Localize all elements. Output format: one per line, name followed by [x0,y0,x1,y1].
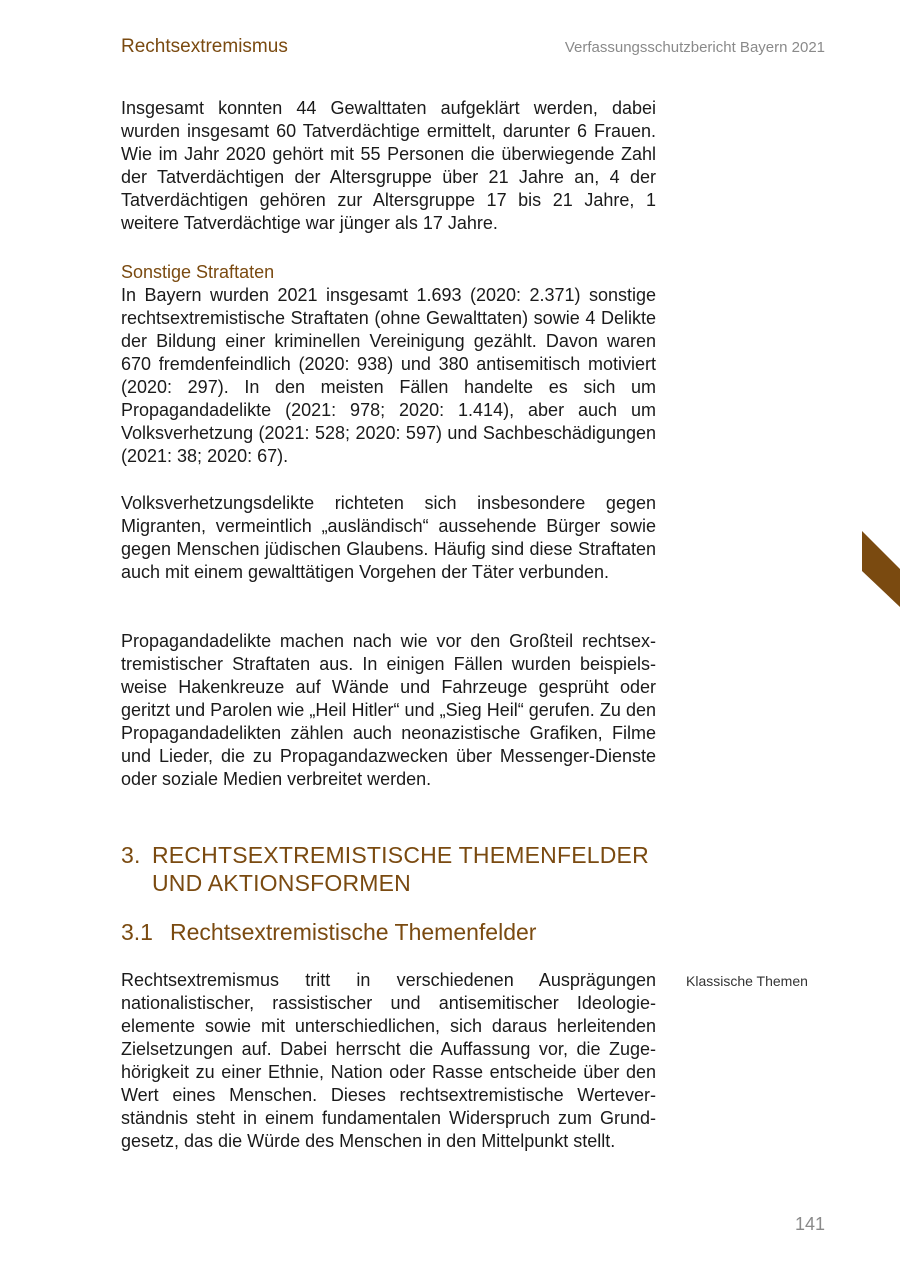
chapter-heading [121,841,681,897]
section-title: Rechtsextremistische Themenfelder [170,919,537,945]
running-header-section: Rechtsextremismus [121,36,288,57]
page-number: 141 [794,1214,825,1234]
paragraph-propagandadelikte [121,630,656,791]
tab-marker-shape [862,531,900,607]
chapter-title-line2: UND AKTIONSFORMEN [152,870,411,896]
paragraph-themenfelder [121,969,656,1153]
body-paragraph: Rechtsextremismus tritt in verschiedenen Ausprägungen nationalistischer, rassistischer und antisemitischer Ideologieelemente sowie mit unterschiedlichen, sich daraus herleitenden Zielsetzungen auf. Dabei herrscht die Auffassung vor, die Zugehörigkeit zu einer Ethnie, Nation oder Rasse entscheide über den Wert eines Menschen. Dieses rechtsextremistische Werteverständnis steht in einem fundamentalen Widerspruch zum Grundgesetz, das die Würde des Menschen in den Mittelpunkt stellt. [121,970,656,1151]
body-paragraph: In Bayern wurden 2021 insgesamt 1.693 (2020: 2.371) sonstige rechtsextremistische Straftaten (ohne Gewalttaten) sowie 4 Delikte der Bildung einer kriminellen Vereinigung gezählt. Davon waren 670 fremdenfeindlich (2020: 938) und 380 antisemitisch motiviert (2020: 297). In den meisten Fällen handelte es sich um Propagandadelikte (2021: 978; 2020: 1.414), aber auch um Volksverhetzung (2021: 528; 2020: 597) und Sachbeschädigungen (2021: 38; 2020: 67). [121,285,656,466]
body-paragraph: Insgesamt konnten 44 Gewalttaten aufgeklärt werden, dabei wurden insgesamt 60 Tatverdächtige ermittelt, darunter 6 Frauen. Wie im Jahr 2020 gehört mit 55 Personen die überwiegende Zahl der Tatverdächtigen der Altersgruppe über 21 Jahre an, 4 der Tatverdächtigen gehören zur Altersgruppe 17 bis 21 Jahre, 1 weitere Tatverdächtige war jünger als 17 Jahre. [121,98,656,233]
subheading: Sonstige Straftaten [121,262,275,282]
chapter-title-line1: RECHTSEXTREMISTISCHE THEMENFELDER [152,842,649,868]
section-heading [121,918,536,946]
body-paragraph: Volksverhetzungsdelikte richteten sich insbesondere gegen Migranten, vermeintlich „ausländisch“ aussehende Bürger sowie gegen Menschen jüdischen Glaubens. Häufig sind diese Straftaten auch mit einem gewalttätigen Vorgehen der Täter verbunden. [121,493,656,582]
chapter-tab-marker [862,531,900,607]
paragraph-gewalttaten [121,97,656,235]
chapter-number: 3. [121,842,141,868]
body-paragraph: Propagandadelikte machen nach wie vor den Großteil rechtsextremistischer Straftaten aus. In einigen Fällen wurden beispielsweise Hakenkreuze auf Wände und Fahrzeuge gesprüht oder geritzt und Parolen wie „Heil Hitler“ und „Sieg Heil“ gerufen. Zu den Propagandadelikten zählen auch neonazistische Grafiken, Filme und Lieder, die zu Propagandazwecken über Messenger-Dienste oder soziale Medien verbreitet werden. [121,631,656,789]
section-number: 3.1 [121,919,153,945]
subsection-sonstige-straftaten [121,261,656,468]
running-header-publication: Verfassungsschutzbericht Bayern 2021 [564,39,825,56]
paragraph-volksverhetzung [121,492,656,584]
margin-note: Klassische Themen [686,973,808,989]
